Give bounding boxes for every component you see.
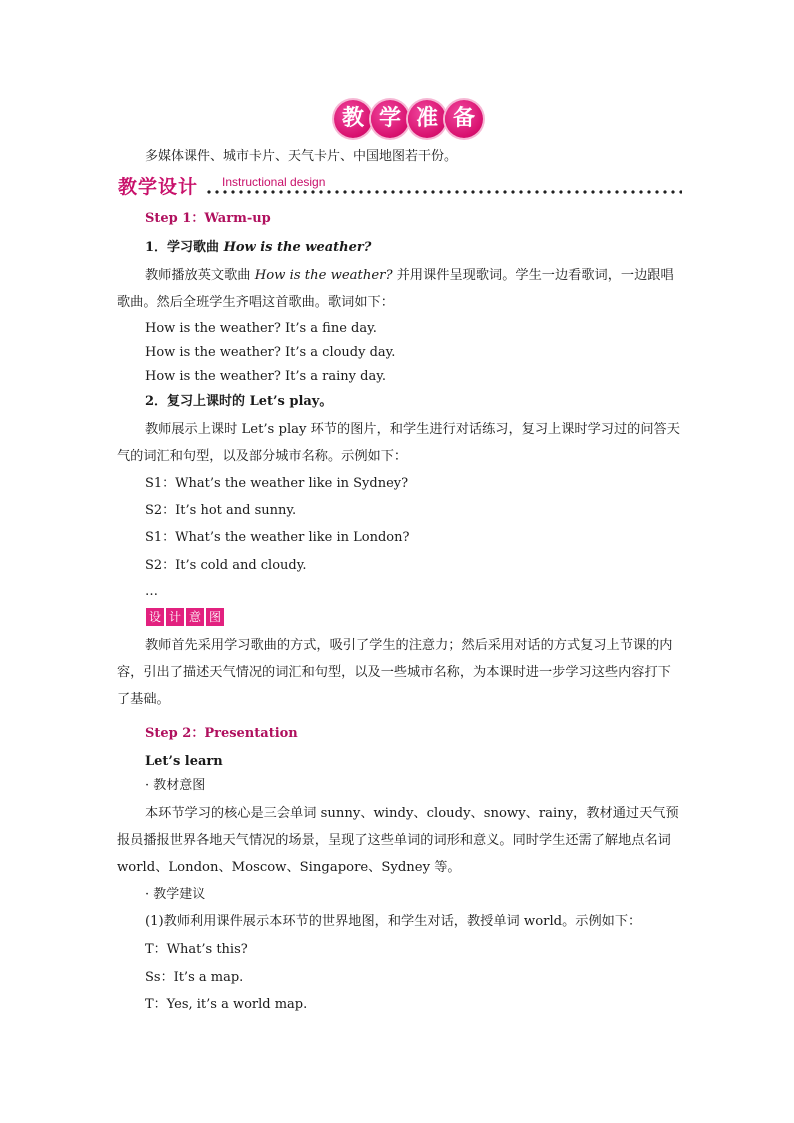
header-badge: 学 bbox=[371, 100, 409, 138]
bullet-textbook-intent: · 教材意图 bbox=[145, 778, 206, 793]
step2-para2: (1)教师利用课件展示本环节的世界地图，和学生对话，教授单词 world。示例如下： bbox=[145, 914, 642, 929]
para1-song: How is the weather? bbox=[254, 268, 393, 283]
tag-char: 计 bbox=[166, 608, 184, 626]
step1-item2: 2．复习上课时的 Let’s play。 bbox=[145, 394, 333, 409]
dialog-line: S1：What’s the weather like in Sydney? bbox=[145, 476, 409, 491]
design-intent-tag bbox=[146, 608, 226, 626]
section-dotted-rule bbox=[205, 189, 682, 195]
item1-song: How is the weather? bbox=[223, 240, 372, 255]
lyric-line: How is the weather? It’s a rainy day. bbox=[145, 369, 386, 384]
materials-text: 多媒体课件、城市卡片、天气卡片、中国地图若干份。 bbox=[145, 149, 458, 164]
header-badge: 准 bbox=[408, 100, 446, 138]
design-intent-para: 教师首先采用学习歌曲的方式，吸引了学生的注意力；然后采用对话的方式复习上节课的内容，引出了描述天气情况的词汇和句型，以及一些城市名称，为本课时进一步学习这些内容打下了基础。 bbox=[117, 638, 673, 707]
item1-prefix: 1．学习歌曲 bbox=[145, 240, 224, 255]
dialog-line: T：Yes, it’s a world map. bbox=[145, 997, 308, 1012]
tag-char: 意 bbox=[186, 608, 204, 626]
teaching-preparation-header bbox=[334, 100, 482, 138]
tag-char: 设 bbox=[146, 608, 164, 626]
dialog-line: T：What’s this? bbox=[145, 942, 248, 957]
bullet-teaching-suggestions: · 教学建议 bbox=[145, 887, 206, 902]
lyric-line: How is the weather? It’s a cloudy day. bbox=[145, 345, 396, 360]
step1-para1 bbox=[117, 262, 682, 316]
para1-b: 并用课件呈现歌词。学生一边看歌词，一边跟唱歌曲。然后全班学生齐唱这首歌曲。歌词如下： bbox=[117, 268, 674, 310]
step2-para1: 本环节学习的核心是三会单词 sunny、windy、cloudy、snowy、rainy，教材通过天气预报员播报世界各地天气情况的场景，呈现了这些单词的词形和意义。同时学生还需了解地点名词 world、London、Moscow、Singapore、Sydney 等。 bbox=[117, 806, 679, 875]
dialog-line: S2：It’s hot and sunny. bbox=[145, 503, 297, 518]
dialog-line: S2：It’s cold and cloudy. bbox=[145, 558, 307, 573]
section-title: 教学设计 bbox=[118, 176, 199, 198]
section-subtitle: Instructional design bbox=[222, 175, 326, 189]
header-badge: 教 bbox=[334, 100, 372, 138]
step1-title: Step 1：Warm-up bbox=[145, 211, 271, 226]
dialog-line: S1：What’s the weather like in London? bbox=[145, 530, 410, 545]
dialog-ellipsis: … bbox=[145, 584, 158, 599]
step1-item1 bbox=[145, 239, 371, 257]
step1-para2: 教师展示上课时 Let’s play 环节的图片，和学生进行对话练习，复习上课时学习过的问答天气的词汇和句型，以及部分城市名称。示例如下： bbox=[117, 422, 680, 464]
lets-learn-heading: Let’s learn bbox=[145, 754, 223, 769]
dialog-line: Ss：It’s a map. bbox=[145, 970, 244, 985]
lyric-line: How is the weather? It’s a fine day. bbox=[145, 321, 377, 336]
tag-char: 图 bbox=[206, 608, 224, 626]
header-badge: 备 bbox=[445, 100, 483, 138]
step2-title: Step 2：Presentation bbox=[145, 726, 298, 741]
para1-a: 教师播放英文歌曲 bbox=[145, 268, 255, 283]
